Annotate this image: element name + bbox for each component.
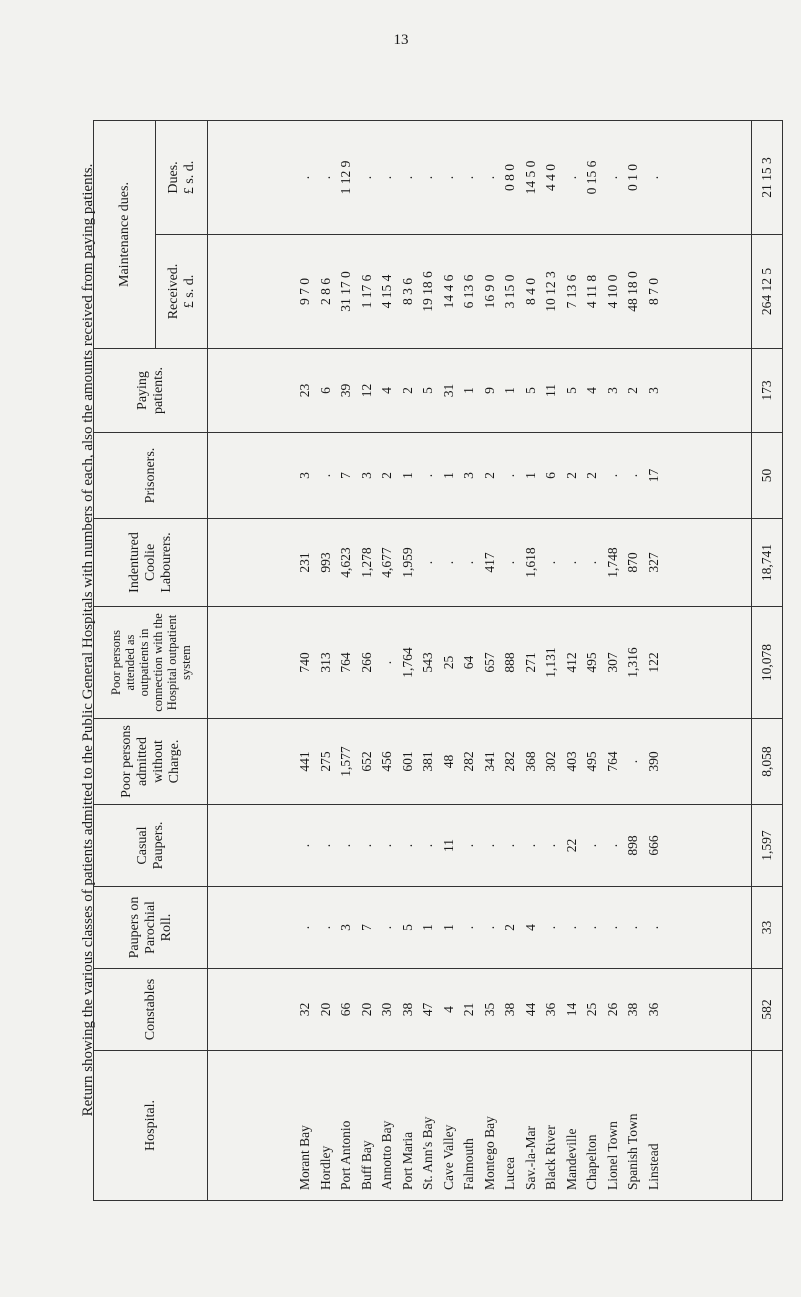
poor-admitted-cell: 601	[399, 751, 415, 772]
poor-admitted-cell: 48	[440, 754, 456, 769]
paupers-parochial-cell: 7	[358, 924, 374, 931]
poor-admitted-column	[208, 719, 752, 805]
dues-column	[208, 121, 752, 235]
paupers-parochial-cell: 1	[420, 924, 436, 931]
hospital-cell: Port Antonio	[338, 1120, 354, 1190]
constables-cell: 30	[379, 1002, 395, 1017]
coolie-cell: .	[502, 560, 518, 565]
coolie-cell: 417	[481, 552, 497, 573]
paying-cell: 31	[440, 383, 456, 398]
hospital-cell: Mandeville	[563, 1128, 579, 1190]
paupers-parochial-cell: 2	[502, 924, 518, 931]
paupers-parochial-cell: .	[645, 925, 661, 930]
poor-admitted-cell: 495	[584, 751, 600, 772]
poor-outpatients-cell: 495	[584, 652, 600, 673]
dues-cell: 0 8 0	[502, 164, 518, 191]
coolie-cell: .	[584, 560, 600, 565]
received-cell: 4 15 4	[379, 274, 395, 309]
prisoners-cell: .	[604, 473, 620, 478]
total-paupers-parochial: 33	[752, 887, 783, 969]
header-received: Received. £ s. d.	[156, 235, 208, 349]
constables-cell: 14	[563, 1002, 579, 1017]
total-paying: 173	[752, 349, 783, 433]
hospital-cell: Lionel Town	[604, 1121, 620, 1190]
constables-cell: 66	[338, 1002, 354, 1017]
casual-paupers-cell: .	[317, 843, 333, 848]
received-units: £ s. d.	[181, 274, 197, 309]
constables-cell: 20	[358, 1002, 374, 1017]
poor-admitted-cell: .	[625, 759, 641, 764]
paupers-parochial-column	[208, 887, 752, 969]
prisoners-cell: .	[420, 473, 436, 478]
coolie-cell: .	[543, 560, 559, 565]
poor-outpatients-cell: 266	[358, 652, 374, 673]
casual-paupers-cell: 898	[625, 835, 641, 856]
poor-admitted-cell: 1,577	[338, 746, 354, 777]
prisoners-cell: 7	[338, 472, 354, 479]
poor-admitted-cell: 282	[461, 751, 477, 772]
poor-outpatients-cell: 740	[297, 652, 313, 673]
casual-paupers-cell: .	[461, 843, 477, 848]
dues-cell: .	[317, 175, 333, 180]
casual-paupers-cell: .	[543, 843, 559, 848]
total-coolie: 18,741	[752, 519, 783, 607]
poor-outpatients-cell: 1,316	[625, 647, 641, 678]
paying-cell: 12	[358, 383, 374, 398]
poor-admitted-cell: 282	[502, 751, 518, 772]
coolie-cell: 1,278	[358, 547, 374, 578]
prisoners-cell: 3	[358, 472, 374, 479]
dues-cell: 0 15 6	[584, 160, 600, 195]
prisoners-cell: .	[502, 473, 518, 478]
hospital-cell: Morant Bay	[297, 1125, 313, 1190]
header-paying: Paying patients.	[94, 349, 208, 433]
prisoners-cell: .	[317, 473, 333, 478]
coolie-cell: 1,618	[522, 547, 538, 578]
dues-cell: .	[645, 175, 661, 180]
paying-cell: 23	[297, 383, 313, 398]
received-cell: 19 18 6	[420, 271, 436, 312]
poor-admitted-cell: 368	[522, 751, 538, 772]
poor-admitted-cell: 302	[543, 751, 559, 772]
hospital-cell: Chapelton	[584, 1134, 600, 1190]
poor-outpatients-cell: 122	[645, 652, 661, 673]
dues-units: £ s. d.	[181, 160, 197, 195]
paupers-parochial-cell: 3	[338, 924, 354, 931]
casual-paupers-cell: .	[399, 843, 415, 848]
prisoners-column	[208, 433, 752, 519]
coolie-column	[208, 519, 752, 607]
dues-cell: .	[461, 175, 477, 180]
constables-cell: 38	[625, 1002, 641, 1017]
poor-outpatients-cell: 1,764	[399, 647, 415, 678]
constables-column	[208, 969, 752, 1051]
paupers-parochial-cell: .	[379, 925, 395, 930]
hospital-cell: St. Ann's Bay	[420, 1116, 436, 1190]
received-cell: 31 17 0	[338, 271, 354, 312]
paupers-parochial-cell: 4	[522, 924, 538, 931]
dues-cell: .	[481, 175, 497, 180]
poor-admitted-cell: 456	[379, 751, 395, 772]
paying-cell: 5	[563, 387, 579, 394]
casual-paupers-column	[208, 805, 752, 887]
poor-outpatients-cell: 1,131	[543, 647, 559, 678]
poor-admitted-cell: 390	[645, 751, 661, 772]
paying-cell: 9	[481, 387, 497, 394]
paupers-parochial-cell: 1	[440, 924, 456, 931]
hospital-cell: Buff Bay	[358, 1140, 374, 1190]
casual-paupers-cell: .	[502, 843, 518, 848]
coolie-cell: 993	[317, 552, 333, 573]
casual-paupers-cell: .	[338, 843, 354, 848]
casual-paupers-cell: 11	[440, 839, 456, 852]
paupers-parochial-cell: .	[461, 925, 477, 930]
hospital-cell: Spanish Town	[625, 1113, 641, 1190]
coolie-cell: 327	[645, 552, 661, 573]
constables-cell: 32	[297, 1002, 313, 1017]
hospital-cell: Hordley	[317, 1145, 333, 1190]
dues-cell: .	[297, 175, 313, 180]
received-cell: 8 7 0	[645, 278, 661, 305]
poor-admitted-cell: 275	[317, 751, 333, 772]
paupers-parochial-cell: .	[543, 925, 559, 930]
coolie-cell: .	[461, 560, 477, 565]
header-casual-paupers: Casual Paupers.	[94, 805, 208, 887]
paupers-parochial-cell: .	[317, 925, 333, 930]
paying-cell: 3	[645, 387, 661, 394]
poor-outpatients-cell: 307	[604, 652, 620, 673]
total-dues: 21 15 3	[752, 121, 783, 235]
paupers-parochial-cell: 5	[399, 924, 415, 931]
paying-cell: 4	[584, 387, 600, 394]
prisoners-cell: 3	[297, 472, 313, 479]
casual-paupers-cell: .	[297, 843, 313, 848]
casual-paupers-cell: 22	[563, 838, 579, 853]
total-casual-paupers: 1,597	[752, 805, 783, 887]
poor-outpatients-cell: 888	[502, 652, 518, 673]
hospital-column	[208, 1051, 752, 1201]
paupers-parochial-cell: .	[563, 925, 579, 930]
poor-outpatients-cell: 64	[461, 655, 477, 670]
received-cell: 2 8 6	[317, 278, 333, 305]
prisoners-cell: 17	[645, 468, 661, 483]
total-prisoners: 50	[752, 433, 783, 519]
received-cell: 4 11 8	[584, 274, 600, 309]
paying-cell: 2	[625, 387, 641, 394]
poor-admitted-cell: 441	[297, 751, 313, 772]
prisoners-cell: .	[625, 473, 641, 478]
dues-cell: 0 1 0	[625, 164, 641, 191]
poor-admitted-cell: 403	[563, 751, 579, 772]
received-cell: 8 4 0	[522, 278, 538, 305]
received-cell: 8 3 6	[399, 278, 415, 305]
constables-cell: 26	[604, 1002, 620, 1017]
paying-cell: 11	[543, 384, 559, 397]
total-poor-outpatients: 10,078	[752, 607, 783, 719]
coolie-cell: 4,677	[379, 547, 395, 578]
paupers-parochial-cell: .	[584, 925, 600, 930]
paying-cell: 1	[461, 387, 477, 394]
paupers-parochial-cell: .	[297, 925, 313, 930]
hospital-cell: Sav.-la-Mar	[522, 1126, 538, 1190]
prisoners-cell: 3	[461, 472, 477, 479]
paying-cell: 6	[317, 387, 333, 394]
received-cell: 16 9 0	[481, 274, 497, 309]
page-title: Return showing the various classes of patients admitted to the Public General Hospitals with numbers of each, also the amounts received from paying patients.	[80, 163, 96, 1117]
return-table	[93, 120, 783, 1201]
poor-admitted-cell: 341	[481, 751, 497, 772]
hospital-cell: Port Maria	[399, 1131, 415, 1190]
received-cell: 3 15 0	[502, 274, 518, 309]
hospital-cell: Annotto Bay	[379, 1120, 395, 1190]
coolie-cell: .	[440, 560, 456, 565]
total-poor-admitted: 8,058	[752, 719, 783, 805]
hospital-cell: Black River	[543, 1125, 559, 1190]
prisoners-cell: 1	[522, 472, 538, 479]
poor-admitted-cell: 652	[358, 751, 374, 772]
coolie-cell: 4,623	[338, 547, 354, 578]
totals-row	[752, 121, 783, 1201]
paying-cell: 39	[338, 383, 354, 398]
coolie-cell: .	[420, 560, 436, 565]
return-table-container	[93, 121, 783, 1201]
prisoners-cell: 6	[543, 472, 559, 479]
constables-cell: 38	[399, 1002, 415, 1017]
constables-cell: 25	[584, 1002, 600, 1017]
poor-outpatients-cell: 657	[481, 652, 497, 673]
hospital-cell: Lucea	[502, 1157, 518, 1190]
header-dues: Dues. £ s. d.	[156, 121, 208, 235]
hospital-cell: Linstead	[645, 1143, 661, 1190]
hospital-cell: Falmouth	[461, 1138, 477, 1190]
coolie-cell: 1,959	[399, 547, 415, 578]
constables-cell: 36	[645, 1002, 661, 1017]
prisoners-cell: 2	[379, 472, 395, 479]
totals-label	[752, 1051, 783, 1201]
paupers-parochial-cell: .	[625, 925, 641, 930]
constables-cell: 21	[461, 1002, 477, 1017]
poor-outpatients-cell: 25	[440, 655, 456, 670]
coolie-cell: 1,748	[604, 547, 620, 578]
constables-cell: 20	[317, 1002, 333, 1017]
header-poor-outpatients: Poor persons attended as outpatients in connection with the Hospital outpatient system	[94, 607, 208, 719]
dues-cell: .	[440, 175, 456, 180]
poor-outpatients-column	[208, 607, 752, 719]
constables-cell: 38	[502, 1002, 518, 1017]
poor-admitted-cell: 381	[420, 751, 436, 772]
constables-cell: 35	[481, 1002, 497, 1017]
dues-cell: .	[604, 175, 620, 180]
coolie-cell: 231	[297, 552, 313, 573]
header-poor-admitted: Poor persons admitted without Charge.	[94, 719, 208, 805]
prisoners-cell: 1	[399, 472, 415, 479]
prisoners-cell: 2	[481, 472, 497, 479]
total-received: 264 12 5	[752, 235, 783, 349]
poor-outpatients-cell: 412	[563, 652, 579, 673]
casual-paupers-cell: .	[358, 843, 374, 848]
received-cell: 48 18 0	[625, 271, 641, 312]
header-maintenance: Maintenance dues.	[94, 121, 156, 349]
paying-cell: 3	[604, 387, 620, 394]
paying-cell: 1	[502, 387, 518, 394]
poor-outpatients-cell: 313	[317, 652, 333, 673]
dues-cell: .	[379, 175, 395, 180]
paupers-parochial-cell: .	[481, 925, 497, 930]
poor-outpatients-cell: 271	[522, 652, 538, 673]
header-prisoners: Prisoners.	[94, 433, 208, 519]
poor-admitted-cell: 764	[604, 751, 620, 772]
constables-cell: 4	[440, 1006, 456, 1013]
casual-paupers-cell: .	[420, 843, 436, 848]
casual-paupers-cell: .	[379, 843, 395, 848]
casual-paupers-cell: .	[584, 843, 600, 848]
paying-cell: 5	[522, 387, 538, 394]
casual-paupers-cell: .	[522, 843, 538, 848]
table-body-row	[208, 121, 752, 1201]
coolie-cell: 870	[625, 552, 641, 573]
page-number: 13	[393, 32, 409, 48]
dues-cell: 1 12 9	[338, 160, 354, 195]
paying-column	[208, 349, 752, 433]
casual-paupers-cell: .	[604, 843, 620, 848]
received-cell: 10 12 3	[543, 271, 559, 312]
paying-cell: 4	[379, 387, 395, 394]
casual-paupers-cell: .	[481, 843, 497, 848]
paying-cell: 5	[420, 387, 436, 394]
hospital-cell: Cave Valley	[440, 1124, 456, 1190]
header-hospital: Hospital.	[94, 1051, 208, 1201]
paupers-parochial-cell: .	[604, 925, 620, 930]
constables-cell: 36	[543, 1002, 559, 1017]
poor-outpatients-cell: .	[379, 660, 395, 665]
prisoners-cell: 2	[584, 472, 600, 479]
dues-cell: .	[563, 175, 579, 180]
paying-cell: 2	[399, 387, 415, 394]
header-constables: Constables	[94, 969, 208, 1051]
casual-paupers-cell: 666	[645, 835, 661, 856]
dues-cell: 14 5 0	[522, 160, 538, 195]
hospital-cell: Montego Bay	[481, 1116, 497, 1190]
constables-cell: 47	[420, 1002, 436, 1017]
header-coolie: Indentured Coolie Labourers.	[94, 519, 208, 607]
dues-cell: .	[399, 175, 415, 180]
received-cell: 4 10 0	[604, 274, 620, 309]
dues-cell: 4 4 0	[543, 164, 559, 191]
coolie-cell: .	[563, 560, 579, 565]
received-column	[208, 235, 752, 349]
received-cell: 1 17 6	[358, 274, 374, 309]
dues-cell: .	[358, 175, 374, 180]
poor-outpatients-cell: 543	[420, 652, 436, 673]
header-paupers-parochial: Paupers on Parochial Roll.	[94, 887, 208, 969]
total-constables: 582	[752, 969, 783, 1051]
received-cell: 7 13 6	[563, 274, 579, 309]
dues-cell: .	[420, 175, 436, 180]
prisoners-cell: 2	[563, 472, 579, 479]
constables-cell: 44	[522, 1002, 538, 1017]
poor-outpatients-cell: 764	[338, 652, 354, 673]
received-cell: 14 4 6	[440, 274, 456, 309]
received-cell: 9 7 0	[297, 278, 313, 305]
prisoners-cell: 1	[440, 472, 456, 479]
received-cell: 6 13 6	[461, 274, 477, 309]
